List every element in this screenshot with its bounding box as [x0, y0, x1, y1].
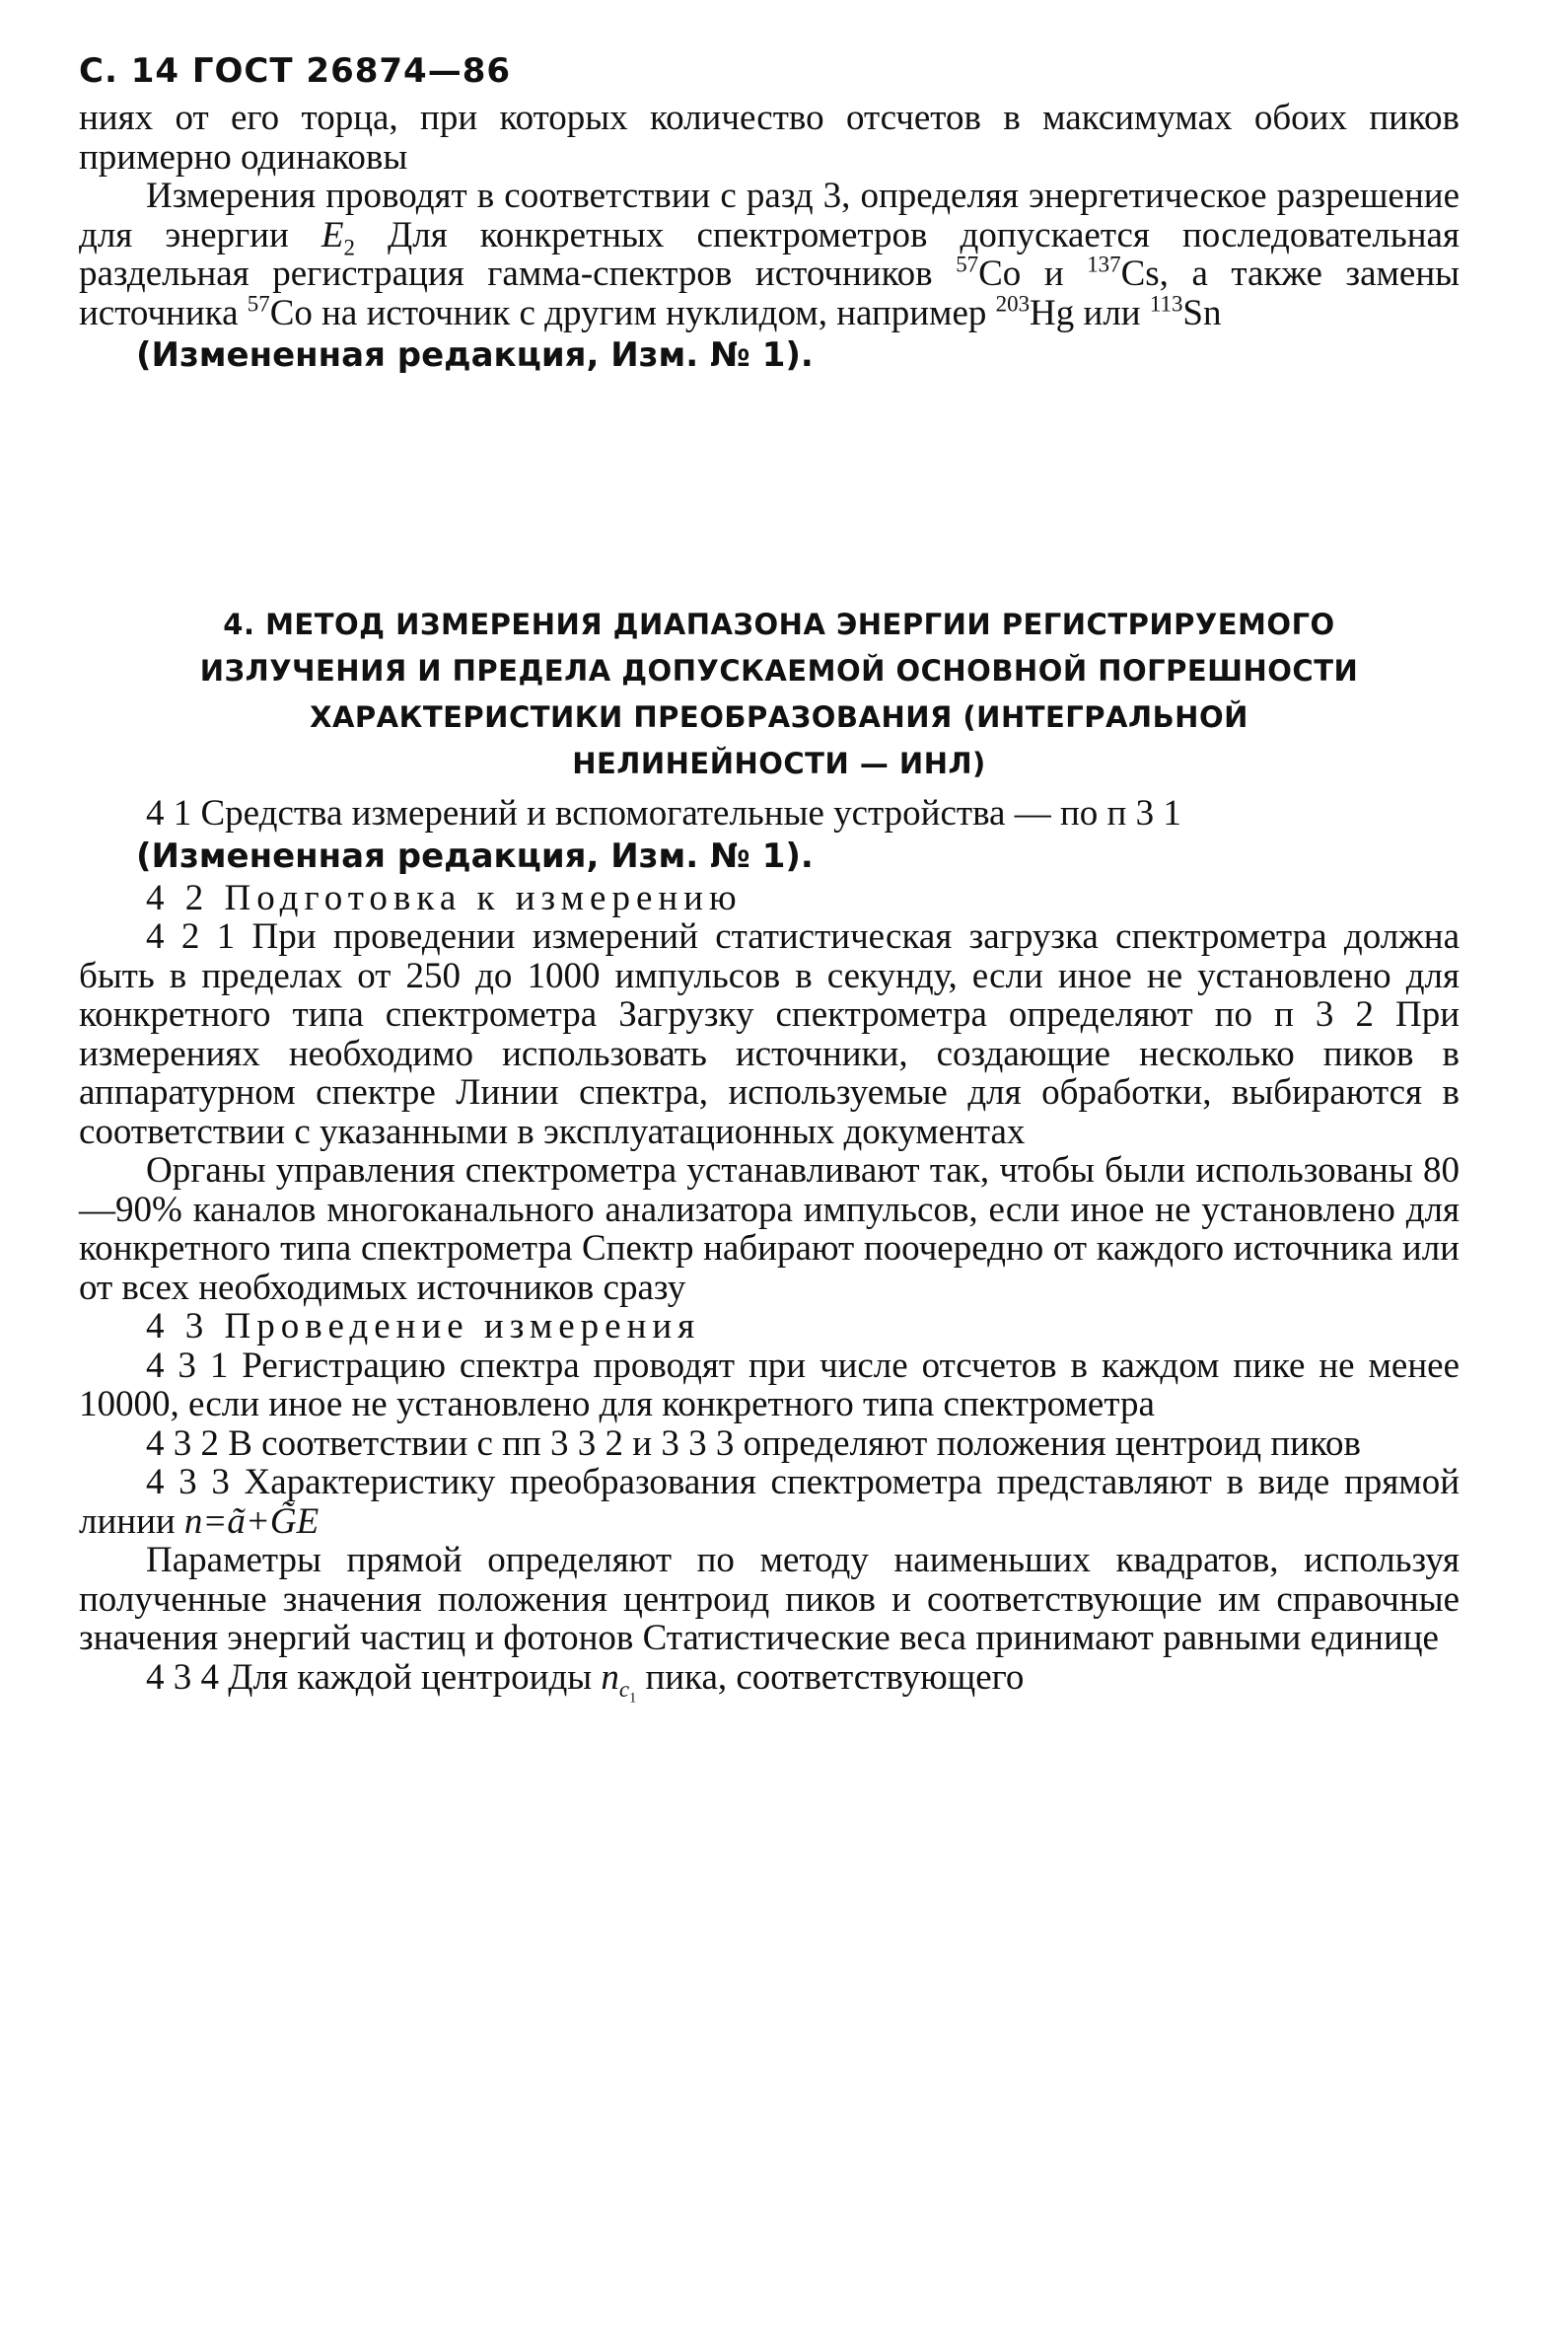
centroid-symbol: n	[601, 1656, 619, 1698]
linear-formula: n=ã+G̃E	[183, 1500, 320, 1542]
section-4-title	[168, 602, 1390, 787]
section-title-line: НЕЛИНЕЙНОСТИ — ИНЛ)	[572, 747, 986, 780]
section-4-body	[79, 793, 1460, 1707]
paragraph-4-3-2: 4 3 2 В соответствии с пп 3 3 2 и 3 3 3 определяют положения центроид пиков	[146, 1422, 1362, 1464]
paragraph-measurements: Измерения проводят в соответствии с разд 3, определяя энергетическое разрешение для энергии $E_2$ Для конкретных спектрометров допускается последовательная раздельная регистрация гамма-спектров источников $^{57}$Co и $^{137}$Cs, а также замены источника $^{57}$Co на источник с другим нуклидом, например $^{203}$Hg или $^{113}$Sn	[79, 176, 1460, 333]
paragraph-continuation: ниях от его торца, при которых количество отсчетов в максимумах обоих пиков примерно одинаковы	[79, 98, 1460, 178]
paragraph-4-3-4: 4 3 4 Для каждой центроиды $n_{c_1}$ пика, соответствующего	[146, 1656, 1025, 1707]
top-text-block	[79, 99, 1460, 378]
paragraph-4-3-1: 4 3 1 Регистрацию спектра проводят при числе отсчетов в каждом пике не менее 10000, если иное не установлено для конкретного типа спектрометра	[79, 1345, 1460, 1424]
paragraph-4-3-3: 4 3 3 Характеристику преобразования спектрометра представляют в виде прямой линии n=ã+G̃E	[79, 1462, 1460, 1542]
energy-symbol: E	[321, 214, 344, 255]
paragraph-least-squares: Параметры прямой определяют по методу наименьших квадратов, используя полученные значения положения центроид пиков и соответствующие им справочные значения энергий частиц и фотонов Статистические веса принимают равными единице	[79, 1540, 1460, 1658]
paragraph-4-2-1-controls: Органы управления спектрометра устанавливают так, чтобы были использованы 80—90% каналов многоканального анализатора импульсов, если иное не установлено для конкретного типа спектрометра Спектр набирают поочередно от каждого источника или от всех необходимых источников сразу	[79, 1150, 1460, 1308]
subheading-4-2: 4 2 Подготовка к измерению	[146, 877, 743, 918]
subheading-4-3: 4 3 Проведение измерения	[146, 1306, 701, 1346]
section-title-line: 4. МЕТОД ИЗМЕРЕНИЯ ДИАПАЗОНА ЭНЕРГИИ РЕГИСТРИРУЕМОГО	[223, 608, 1335, 641]
paragraph-4-2-1: 4 2 1 При проведении измерений статистическая загрузка спектрометра должна быть в пределах от 250 до 1000 импульсов в секунду, если иное не установлено для конкретного типа спектрометра Загрузку спектрометра определяют по п 3 2 При измерениях необходимо использовать источники, создающие несколько пиков в аппаратурном спектре Линии спектра, используемые для обработки, выбираются в соответствии с указанными в эксплуатационных документах	[79, 916, 1460, 1152]
page-header: С. 14 ГОСТ 26874—86	[79, 51, 512, 91]
section-title-line: ИЗЛУЧЕНИЯ И ПРЕДЕЛА ДОПУСКАЕМОЙ ОСНОВНОЙ ПОГРЕШНОСТИ	[199, 654, 1359, 688]
section-title-line: ХАРАКТЕРИСТИКИ ПРЕОБРАЗОВАНИЯ (ИНТЕГРАЛЬНОЙ	[310, 700, 1248, 734]
paragraph-4-1: 4 1 Средства измерений и вспомогательные устройства — по п 3 1	[146, 793, 1181, 834]
amendment-note: (Измененная редакция, Изм. № 1).	[136, 836, 814, 876]
amendment-note: (Измененная редакция, Изм. № 1).	[136, 335, 814, 375]
